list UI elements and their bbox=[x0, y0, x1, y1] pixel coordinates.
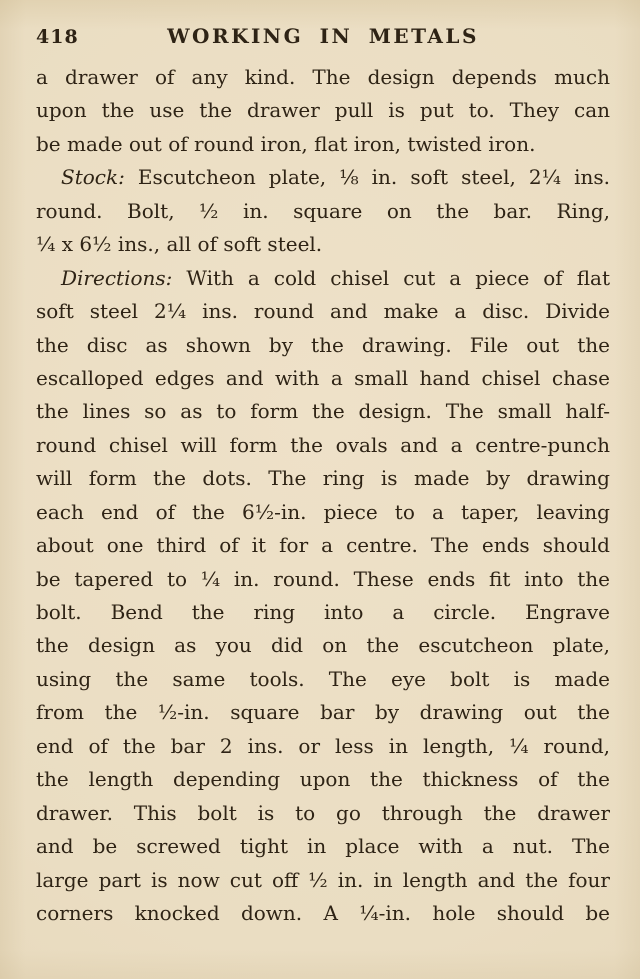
page-number: 418 bbox=[36, 26, 79, 48]
text-line: escalloped edges and with a small hand chisel chase bbox=[36, 365, 610, 390]
text-line: be tapered to ¼ in. round. These ends fit into the bbox=[36, 566, 610, 591]
text-line: large part is now cut off ½ in. in length and the four bbox=[36, 867, 610, 892]
running-head bbox=[36, 24, 610, 50]
text-line: the lines so as to form the design. The small half- bbox=[36, 399, 610, 424]
text-line: end of the bar 2 ins. or less in length, ¼ round, bbox=[36, 733, 610, 758]
text-line: round chisel will form the ovals and a centre-punch bbox=[36, 432, 610, 457]
text-line: about one third of it for a centre. The ends should bbox=[36, 533, 610, 558]
text-line: round. Bolt, ½ in. square on the bar. Ring, bbox=[36, 198, 610, 223]
chapter-title: WORKING IN METALS bbox=[167, 24, 479, 48]
body-text bbox=[36, 61, 610, 930]
text-line: bolt. Bend the ring into a circle. Engrave bbox=[36, 600, 610, 624]
text-line: from the ½-in. square bar by drawing out the bbox=[36, 700, 610, 725]
text-line: the design as you did on the escutcheon plate, bbox=[36, 633, 610, 658]
directions-lead-italic: Directions: bbox=[61, 265, 173, 290]
text-line: upon the use the drawer pull is put to. They can bbox=[36, 98, 610, 123]
stock-lead-italic: Stock: bbox=[61, 165, 125, 190]
text-line: drawer. This bolt is to go through the drawer bbox=[36, 800, 610, 825]
text-line: each end of the 6½-in. piece to a taper, leaving bbox=[36, 499, 610, 524]
text-line: the length depending upon the thickness of the bbox=[36, 767, 610, 792]
text-line: soft steel 2¼ ins. round and make a disc. Divide bbox=[36, 299, 610, 324]
text-line: corners knocked down. A ¼-in. hole should be bbox=[36, 900, 610, 925]
text-line: will form the dots. The ring is made by drawing bbox=[36, 466, 610, 491]
text-line: a drawer of any kind. The design depends much bbox=[36, 65, 610, 89]
text-line: the disc as shown by the drawing. File out the bbox=[36, 332, 610, 357]
text-line: ¼ x 6½ ins., all of soft steel. bbox=[36, 232, 323, 257]
text-line: using the same tools. The eye bolt is made bbox=[36, 666, 610, 691]
text-line: be made out of round iron, flat iron, twisted iron. bbox=[36, 131, 536, 156]
text-line-stock-lead bbox=[36, 161, 610, 194]
text-line: and be screwed tight in place with a nut. The bbox=[36, 834, 610, 859]
text-line: Escutcheon plate, ⅛ in. soft steel, 2¼ ins. bbox=[124, 165, 610, 190]
text-line-directions-lead bbox=[36, 262, 610, 295]
text-line: With a cold chisel cut a piece of flat bbox=[172, 265, 610, 290]
